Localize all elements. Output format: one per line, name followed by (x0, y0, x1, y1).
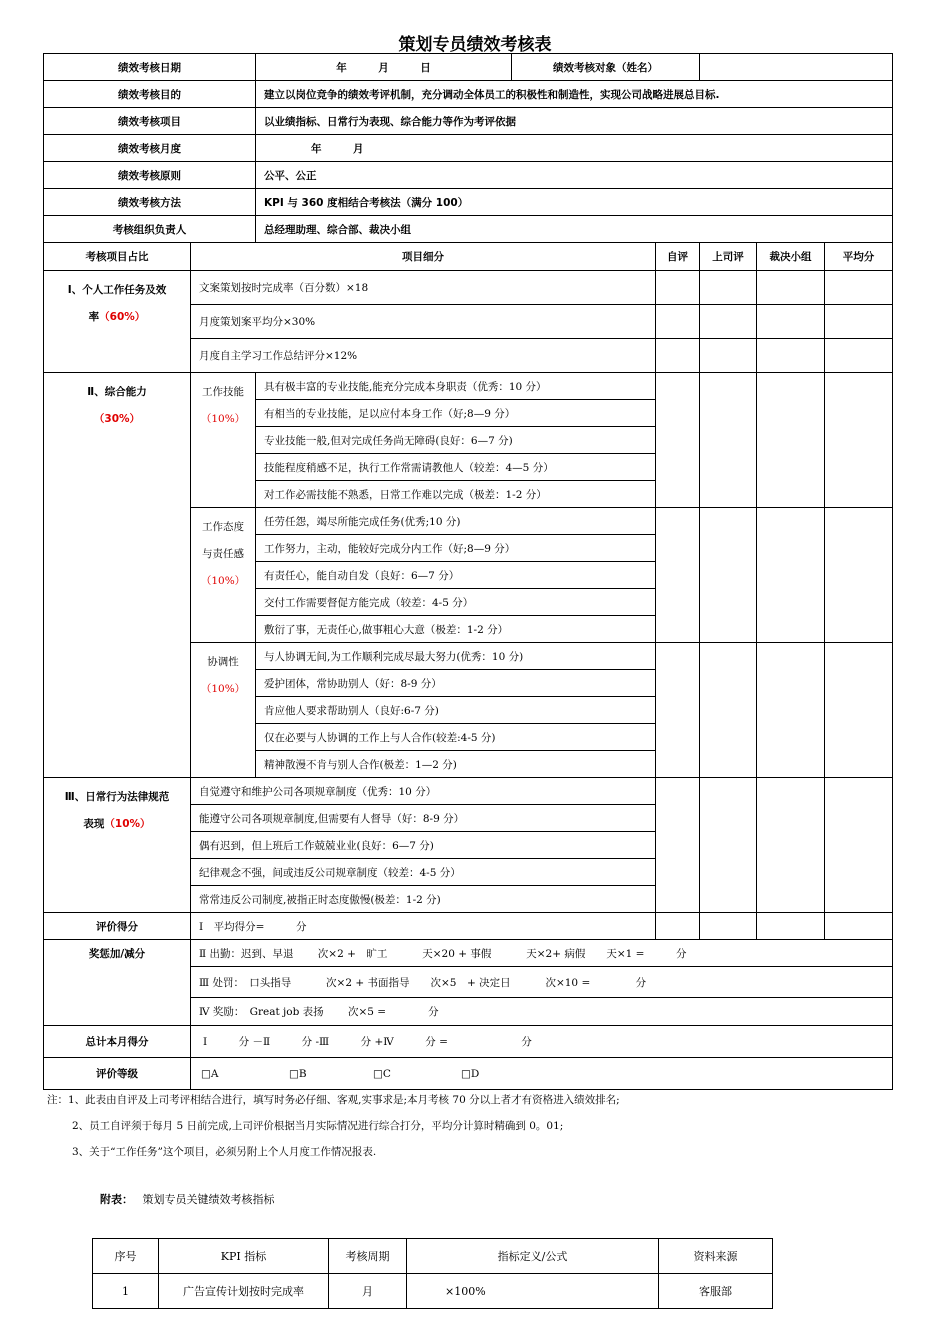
name-field[interactable] (700, 54, 893, 81)
total-label: 总计本月得分 (44, 1026, 191, 1058)
col-detail-header: 项目细分 (191, 243, 656, 271)
section3-name: Ⅲ、日常行为法律规范 (64, 791, 170, 803)
boss-score-cell[interactable] (700, 373, 757, 508)
notes (47, 1093, 620, 1171)
kpi-header-source: 资料来源 (659, 1239, 773, 1274)
criteria-row: 精神散漫不肯与别人合作(极差：1—2 分) (256, 751, 656, 778)
avg-score-cell[interactable] (825, 643, 893, 778)
kpi-formula: ×100% (407, 1274, 659, 1309)
boss-score-cell[interactable] (700, 305, 757, 339)
criteria-row: 技能程度稍感不足，执行工作常需请教他人（较差：4—5 分） (256, 454, 656, 481)
panel-score-cell[interactable] (757, 778, 825, 913)
section1-name-end: 率 (88, 311, 100, 323)
criteria-row: 敷衍了事，无责任心,做事粗心大意（极差：1-2 分） (256, 616, 656, 643)
avg-score-cell[interactable] (825, 373, 893, 508)
boss-score-cell[interactable] (700, 778, 757, 913)
self-score-cell[interactable] (656, 508, 700, 643)
appendix-caption (100, 1191, 275, 1207)
self-score-cell[interactable] (656, 373, 700, 508)
avg-score-cell[interactable] (825, 305, 893, 339)
section1-name: Ⅰ、个人工作任务及效 (67, 284, 167, 296)
self-score-cell[interactable] (656, 339, 700, 373)
section1-pct: （60%） (99, 311, 146, 323)
attendance-formula: Ⅱ 出勤：迟到、早退 次×2 + 旷工 天×20 + 事假 天×2+ 病假 天×1 = 分 (191, 940, 893, 967)
criteria-row: 专业技能一般,但对完成任务尚无障碍(良好：6—7 分) (256, 427, 656, 454)
grade-option-b[interactable]: □B (289, 1067, 307, 1080)
self-score-cell[interactable] (656, 913, 700, 940)
kpi-no: 1 (93, 1274, 159, 1309)
appendix-label: 附表： (100, 1193, 133, 1206)
panel-score-cell[interactable] (757, 305, 825, 339)
kpi-header-kpi: KPI 指标 (159, 1239, 329, 1274)
col-panel-header: 裁决小组 (757, 243, 825, 271)
avg-score-cell[interactable] (825, 508, 893, 643)
total-formula: Ⅰ 分 －Ⅱ 分 -Ⅲ 分 +Ⅳ 分 = 分 (191, 1026, 893, 1058)
avg-score-cell[interactable] (825, 339, 893, 373)
self-score-cell[interactable] (656, 271, 700, 305)
kpi-table (92, 1238, 773, 1309)
penalty-formula: Ⅲ 处罚： 口头指导 次×2 + 书面指导 次×5 + 决定日 次×10 = 分 (191, 967, 893, 998)
group-name: 工作技能 (202, 386, 244, 398)
group-name-2: 与责任感 (202, 548, 244, 560)
panel-score-cell[interactable] (757, 913, 825, 940)
section3-name-end: 表现 (83, 818, 105, 830)
section3-pct: （10%） (104, 818, 151, 830)
kpi-header-no: 序号 (93, 1239, 159, 1274)
criteria-row: 对工作必需技能不熟悉，日常工作难以完成（极差：1-2 分） (256, 481, 656, 508)
criteria-row: 偶有迟到，但上班后工作兢兢业业(良好：6—7 分) (191, 832, 656, 859)
criteria-row: 仅在必要与人协调的工作上与人合作(较差:4-5 分) (256, 724, 656, 751)
boss-score-cell[interactable] (700, 271, 757, 305)
principle-label: 绩效考核原则 (44, 162, 256, 189)
kpi-name: 广告宣传计划按时完成率 (159, 1274, 329, 1309)
items-value: 以业绩指标、日常行为表现、综合能力等作为考评依据 (256, 108, 893, 135)
avg-score-cell[interactable] (825, 778, 893, 913)
note-1: 注：1、此表由自评及上司考评相结合进行，填写时务必仔细、客观,实事求是;本月考核 70 分以上者才有资格进入绩效排名; (47, 1094, 620, 1106)
grade-label: 评价等级 (44, 1058, 191, 1090)
criteria-row: 常常违反公司制度,被指正时态度傲慢(极差：1-2 分) (191, 886, 656, 913)
boss-score-cell[interactable] (700, 643, 757, 778)
criteria-row: 自觉遵守和维护公司各项规章制度（优秀：10 分） (191, 778, 656, 805)
col-avg-header: 平均分 (825, 243, 893, 271)
panel-score-cell[interactable] (757, 508, 825, 643)
col-boss-header: 上司评 (700, 243, 757, 271)
principle-value: 公平、公正 (256, 162, 893, 189)
group-name: 协调性 (207, 656, 239, 668)
section1-label (44, 271, 191, 373)
score-label: 评价得分 (44, 913, 191, 940)
section2-label (44, 373, 191, 778)
cooperation-group-label (191, 643, 256, 778)
org-label: 考核组织负责人 (44, 216, 256, 243)
self-score-cell[interactable] (656, 305, 700, 339)
kpi-source: 客服部 (659, 1274, 773, 1309)
items-label: 绩效考核项目 (44, 108, 256, 135)
date-field[interactable]: 年 月 日 (256, 54, 512, 81)
avg-score-cell[interactable] (825, 913, 893, 940)
panel-score-cell[interactable] (757, 339, 825, 373)
attitude-group-label (191, 508, 256, 643)
kpi-header-period: 考核周期 (329, 1239, 407, 1274)
note-3: 3、关于“工作任务”这个项目，必须另附上个人月度工作情况报表. (72, 1146, 377, 1158)
group-pct: （10%） (200, 575, 246, 587)
target-label: 绩效考核对象（姓名） (512, 54, 700, 81)
panel-score-cell[interactable] (757, 271, 825, 305)
section2-name: Ⅱ、综合能力 (87, 386, 147, 398)
appraisal-table (43, 53, 893, 1090)
boss-score-cell[interactable] (700, 913, 757, 940)
group-pct: （10%） (200, 413, 246, 425)
kpi-period: 月 (329, 1274, 407, 1309)
boss-score-cell[interactable] (700, 339, 757, 373)
col-ratio-header: 考核项目占比 (44, 243, 191, 271)
purpose-value: 建立以岗位竞争的绩效考评机制，充分调动全体员工的积极性和制造性，实现公司战略进展总目标. (256, 81, 893, 108)
self-score-cell[interactable] (656, 778, 700, 913)
criteria-row: 工作努力，主动，能较好完成分内工作（好;8—9 分） (256, 535, 656, 562)
org-value: 总经理助理、综合部、裁决小组 (256, 216, 893, 243)
criteria-row: 交付工作需要督促方能完成（较差：4-5 分） (256, 589, 656, 616)
section1-row: 月度策划案平均分×30% (191, 305, 656, 339)
note-2: 2、员工自评须于每月 5 日前完成,上司评价根据当月实际情况进行综合打分，平均分计算时精确到 0。01; (72, 1120, 564, 1132)
skill-group-label (191, 373, 256, 508)
panel-score-cell[interactable] (757, 643, 825, 778)
col-self-header: 自评 (656, 243, 700, 271)
grade-option-a[interactable]: □A (201, 1067, 219, 1080)
reward-formula: Ⅳ 奖励： Great job 表扬 次×5 = 分 (191, 998, 893, 1026)
group-name: 工作态度 (202, 521, 244, 533)
self-score-cell[interactable] (656, 643, 700, 778)
month-label: 绩效考核月度 (44, 135, 256, 162)
criteria-row: 与人协调无间,为工作顺利完成尽最大努力(优秀：10 分) (256, 643, 656, 670)
method-value: KPI 与 360 度相结合考核法（满分 100） (256, 189, 893, 216)
purpose-label: 绩效考核目的 (44, 81, 256, 108)
method-label: 绩效考核方法 (44, 189, 256, 216)
section1-row: 月度自主学习工作总结评分×12% (191, 339, 656, 373)
criteria-row: 爱护团体，常协助别人（好：8-9 分） (256, 670, 656, 697)
boss-score-cell[interactable] (700, 508, 757, 643)
section2-pct: （30%） (93, 413, 141, 425)
table-row (93, 1274, 773, 1309)
criteria-row: 肯应他人要求帮助别人（良好:6-7 分) (256, 697, 656, 724)
date-label: 绩效考核日期 (44, 54, 256, 81)
kpi-header-formula: 指标定义/公式 (407, 1239, 659, 1274)
average-score-formula: Ⅰ 平均得分= 分 (191, 913, 656, 940)
panel-score-cell[interactable] (757, 373, 825, 508)
month-field[interactable]: 年 月 (256, 135, 893, 162)
grade-option-d[interactable]: □D (461, 1067, 480, 1080)
bonus-label: 奖惩加/减分 (44, 940, 191, 1026)
page-title: 策划专员绩效考核表 (398, 35, 552, 55)
criteria-row: 纪律观念不强，间或违反公司规章制度（较差：4-5 分） (191, 859, 656, 886)
appendix-title: 策划专员关键绩效考核指标 (142, 1193, 275, 1206)
grade-option-c[interactable]: □C (373, 1067, 391, 1080)
criteria-row: 有相当的专业技能，足以应付本身工作（好;8—9 分） (256, 400, 656, 427)
criteria-row: 具有极丰富的专业技能,能充分完成本身职责（优秀：10 分） (256, 373, 656, 400)
avg-score-cell[interactable] (825, 271, 893, 305)
criteria-row: 有责任心，能自动自发（良好：6—7 分） (256, 562, 656, 589)
section1-row: 文案策划按时完成率（百分数）×18 (191, 271, 656, 305)
group-pct: （10%） (200, 683, 246, 695)
grade-options (191, 1058, 893, 1090)
criteria-row: 能遵守公司各项规章制度,但需要有人督导（好：8-9 分） (191, 805, 656, 832)
criteria-row: 任劳任怨，竭尽所能完成任务(优秀;10 分) (256, 508, 656, 535)
section3-label (44, 778, 191, 913)
